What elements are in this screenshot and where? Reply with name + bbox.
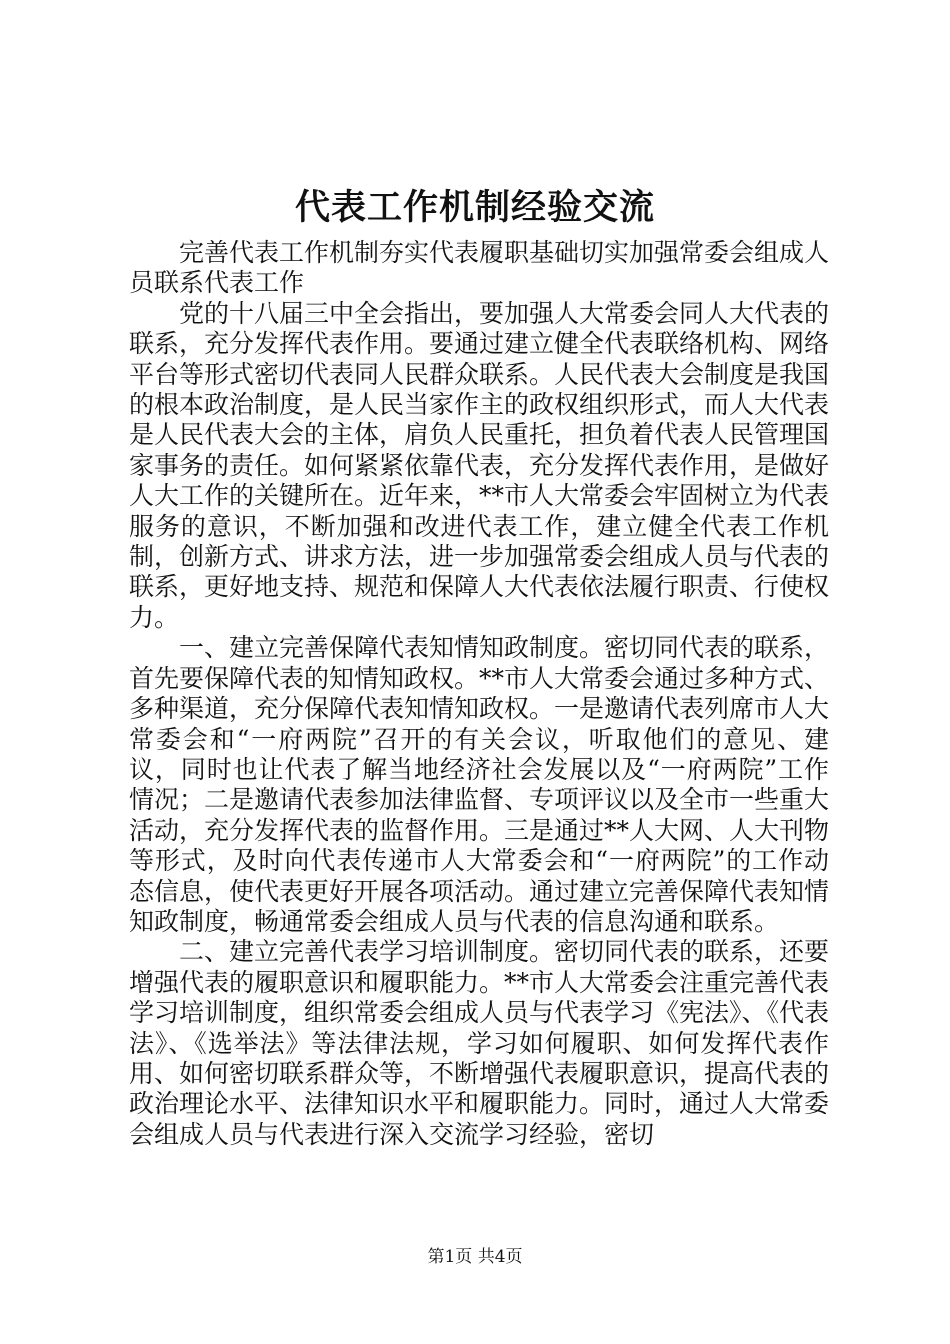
- paragraph-section-one: 一、建立完善保障代表知情知政制度。密切同代表的联系，首先要保障代表的知情知政权。**市人大常委会通过多种方式、多种渠道，充分保障代表知情知政权。一是邀请代表列席市人大常委会和“一府两院”召开的有关会议，听取他们的意见、建议，同时也让代表了解当地经济社会发展以及“一府两院”工作情况；二是邀请代表参加法律监督、专项评议以及全市一些重大活动，充分发挥代表的监督作用。三是通过**人大网、人大刊物等形式，及时向代表传递市人大常委会和“一府两院”的工作动态信息，使代表更好开展各项活动。通过建立完善保障代表知情知政制度，畅通常委会组成人员与代表的信息沟通和联系。: [129, 633, 830, 936]
- paragraph-subtitle: 完善代表工作机制夯实代表履职基础切实加强常委会组成人员联系代表工作: [129, 238, 830, 298]
- document-body: [129, 238, 829, 1150]
- page-number-footer: 第1页 共4页: [427, 1247, 523, 1267]
- paragraph-section-two: 二、建立完善代表学习培训制度。密切同代表的联系，还要增强代表的履职意识和履职能力。**市人大常委会注重完善代表学习培训制度，组织常委会组成人员与代表学习《宪法》、《代表法》、《选举法》等法律法规，学习如何履职、如何发挥代表作用、如何密切联系群众等，不断增强代表履职意识，提高代表的政治理论水平、法律知识水平和履职能力。同时，通过人大常委会组成人员与代表进行深入交流学习经验，密切: [129, 937, 830, 1149]
- document-title: 代表工作机制经验交流: [294, 187, 655, 228]
- paragraph-intro: 党的十八届三中全会指出，要加强人大常委会同人大代表的联系，充分发挥代表作用。要通过建立健全代表联络机构、网络平台等形式密切代表同人民群众联系。人民代表大会制度是我国的根本政治制度，是人民当家作主的政权组织形式，而人大代表是人民代表大会的主体，肩负人民重托，担负着代表人民管理国家事务的责任。如何紧紧依靠代表，充分发挥代表作用，是做好人大工作的关键所在。近年来，**市人大常委会牢固树立为代表服务的意识，不断加强和改进代表工作，建立健全代表工作机制，创新方式、讲求方法，进一步加强常委会组成人员与代表的联系，更好地支持、规范和保障人大代表依法履行职责、行使权力。: [129, 298, 830, 632]
